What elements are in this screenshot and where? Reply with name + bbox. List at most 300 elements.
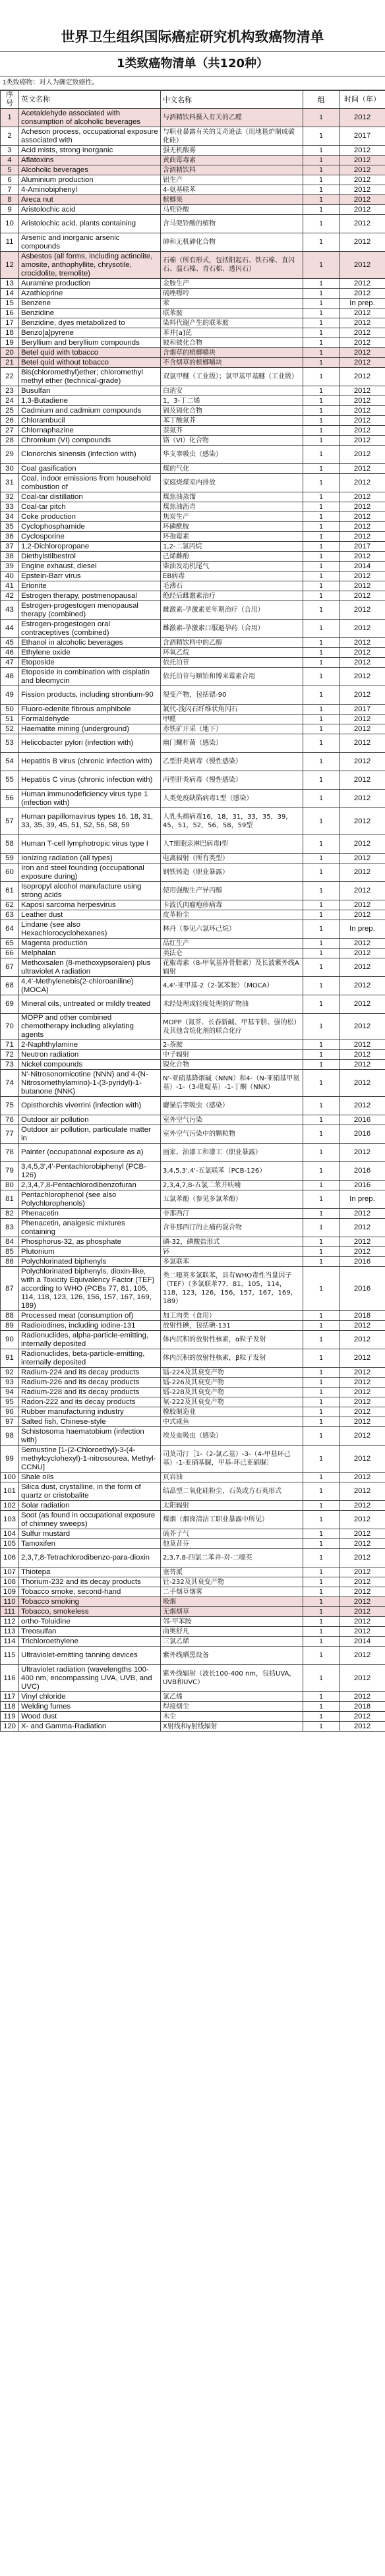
cell-chinese-name: 中子辐射 [161,1050,303,1060]
cell-chinese-name: 镭-228及其衰变产物 [161,1388,303,1397]
table-row [1,338,385,348]
cell-group: 1 [303,318,340,328]
cell-row-number: 36 [1,532,19,542]
cell-english-name: MOPP and other combined chemotherapy including alkylating agents [19,1014,161,1040]
cell-chinese-name: 画家、油漆工和漆工（职业暴露） [161,1144,303,1162]
table-row [1,1702,385,1712]
table-row [1,109,385,127]
cell-year: 2012 [340,1692,385,1702]
cell-chinese-name: N'-亚硝基降烟碱（NNN）和4-（N-亚硝基甲氨基）-1-（3-吡啶基）-1-丁酮（NNK） [161,1070,303,1097]
table-row [1,1388,385,1397]
cell-english-name: Diethylstilbestrol [19,552,161,562]
cell-group: 1 [303,1397,340,1407]
cell-english-name: 2,3,4,7,8-Pentachlorodibenzofuran [19,1181,161,1190]
cell-row-number: 26 [1,416,19,426]
cell-group: 1 [303,1014,340,1040]
cell-row-number: 111 [1,1607,19,1617]
cell-group: 1 [303,1417,340,1427]
cell-chinese-name: MOPP（氮芥、长春新碱、甲基苄肼、强的松）及其他含烷化剂的联合化疗 [161,1014,303,1040]
cell-chinese-name: 柴油发动机尾气 [161,562,303,571]
cell-year: 2012 [340,1529,385,1539]
cell-english-name: Fission products, including strontium-90 [19,686,161,705]
cell-group: 1 [303,648,340,658]
cell-row-number: 45 [1,638,19,648]
cell-row-number: 35 [1,522,19,532]
cell-row-number: 89 [1,1321,19,1331]
cell-group: 1 [303,156,340,165]
cell-group: 1 [303,1368,340,1378]
cell-group: 1 [303,1050,340,1060]
table-row [1,1257,385,1267]
cell-year: 2012 [340,977,385,995]
cell-year: 2012 [340,1501,385,1511]
table-row [1,1397,385,1407]
cell-english-name: Outdoor air pollution [19,1115,161,1125]
table-row [1,1407,385,1417]
cell-chinese-name: 煤的气化 [161,464,303,474]
cell-year: 2012 [340,854,385,864]
table-row [1,1115,385,1125]
table-row [1,502,385,512]
cell-chinese-name: 放射性碘，包括碘-131 [161,1321,303,1331]
cell-year: 2012 [340,835,385,854]
cell-chinese-name: 镍化合物 [161,1060,303,1070]
cell-year: 2016 [340,1115,385,1125]
table-row [1,205,385,215]
table-row [1,464,385,474]
cell-english-name: Coke production [19,512,161,522]
table-row [1,734,385,753]
cell-chinese-name: 4-氨基联苯 [161,185,303,195]
cell-group: 1 [303,1539,340,1549]
cell-chinese-name: 含酒精饮料中的乙醇 [161,638,303,648]
cell-english-name: Rubber manufacturing industry [19,1407,161,1417]
cell-year: 2012 [340,1331,385,1349]
table-row [1,542,385,552]
cell-row-number: 39 [1,562,19,571]
cell-english-name: Formaldehyde [19,715,161,724]
cell-chinese-name: 硫芥子气 [161,1529,303,1539]
cell-english-name: N'-Nitrosonornicotine (NNN) and 4-(N-Nitrosomethylamino)-1-(3-pyridyl)-1-butanone (NNK) [19,1070,161,1097]
cell-chinese-name: 绝经后雌激素治疗 [161,591,303,601]
cell-english-name: Polychlorinated biphenyls [19,1257,161,1267]
cell-english-name: Benzidine, dyes metabolized to [19,318,161,328]
cell-year: 2012 [340,1247,385,1257]
cell-chinese-name: 铝生产 [161,175,303,185]
table-row [1,1665,385,1692]
cell-english-name: Cadmium and cadmium compounds [19,406,161,416]
cell-row-number: 49 [1,686,19,705]
table-row [1,289,385,299]
cell-chinese-name: 中式咸鱼 [161,1417,303,1427]
cell-year: 2012 [340,308,385,318]
cell-english-name: Beryllium and beryllium compounds [19,338,161,348]
cell-english-name: Processed meat (consumption of) [19,1311,161,1321]
cell-english-name: Cyclosporine [19,532,161,542]
cell-row-number: 67 [1,958,19,977]
cell-group: 1 [303,638,340,648]
cell-row-number: 104 [1,1529,19,1539]
table-row [1,1577,385,1587]
cell-group: 1 [303,1070,340,1097]
cell-english-name: Human papillomavirus types 16, 18, 31, 33, 35, 39, 45, 51, 52, 56, 58, 59 [19,808,161,835]
cell-row-number: 29 [1,446,19,464]
cell-year: 2016 [340,1257,385,1267]
cell-chinese-name: 铬（VI）化合物 [161,436,303,446]
cell-english-name: Chlornaphazine [19,426,161,436]
cell-year: In prep. [340,1190,385,1209]
cell-group: 1 [303,581,340,591]
cell-chinese-name: 结晶型二氧化硅粉尘，石英或方石英形式 [161,1482,303,1501]
table-row [1,1125,385,1144]
cell-group: 1 [303,771,340,790]
table-row [1,368,385,386]
table-row [1,658,385,668]
cell-group: 1 [303,835,340,854]
cell-group: 1 [303,185,340,195]
cell-english-name: Engine exhaust, diesel [19,562,161,571]
table-row [1,522,385,532]
cell-english-name: Etoposide in combination with cisplatin and bleomycin [19,668,161,686]
cell-english-name: Hepatitis B virus (chronic infection with) [19,753,161,771]
cell-chinese-name: 氡-222及其衰变产物 [161,1397,303,1407]
cell-english-name: Nickel compounds [19,1060,161,1070]
cell-group: 1 [303,358,340,368]
cell-year: 2012 [340,668,385,686]
cell-english-name: 3,4,5,3',4'-Pentachlorobiphenyl (PCB-126) [19,1162,161,1181]
cell-group: 1 [303,1692,340,1702]
header-english-name: 英文名称 [19,91,161,109]
cell-english-name: Phenacetin [19,1209,161,1219]
cell-group: 1 [303,1311,340,1321]
cell-english-name: Radium-224 and its decay products [19,1368,161,1378]
cell-english-name: Pentachlorophenol (see also Polychlorophenols) [19,1190,161,1209]
cell-chinese-name: 3,4,5,3',4'-五氯联苯（PCB-126） [161,1162,303,1181]
cell-english-name: Aristolochic acid, plants containing [19,215,161,233]
cell-row-number: 95 [1,1397,19,1407]
cell-row-number: 31 [1,474,19,492]
cell-chinese-name: 太阳辐射 [161,1501,303,1511]
cell-chinese-name: 焊接烟尘 [161,1702,303,1712]
cell-group: 1 [303,368,340,386]
cell-english-name: Phosphorus-32, as phosphate [19,1237,161,1247]
cell-english-name: Semustine [1-(2-Chloroethyl)-3-(4-methylcyclohexyl)-1-nitrosourea, Methyl-CCNU] [19,1446,161,1473]
cell-chinese-name: 三氯乙烯 [161,1637,303,1647]
cell-year: 2012 [340,1144,385,1162]
cell-english-name: Acid mists, strong inorganic [19,146,161,156]
cell-group: 1 [303,715,340,724]
table-row [1,386,385,396]
cell-english-name: 1,3-Butadiene [19,396,161,406]
table-row [1,620,385,638]
cell-chinese-name: 钚 [161,1247,303,1257]
cell-group: 1 [303,446,340,464]
cell-chinese-name: 苯 [161,299,303,308]
table-row [1,1190,385,1209]
cell-english-name: Areca nut [19,195,161,205]
table-row [1,920,385,939]
cell-chinese-name: 煤焦油蒸馏 [161,492,303,502]
cell-group: 1 [303,436,340,446]
table-row [1,1014,385,1040]
cell-year: 2012 [340,1617,385,1627]
table-row [1,1482,385,1501]
cell-english-name: Schistosoma haematobium (infection with) [19,1427,161,1446]
cell-row-number: 34 [1,512,19,522]
table-row [1,977,385,995]
cell-group: 1 [303,1473,340,1482]
cell-row-number: 14 [1,289,19,299]
table-row [1,958,385,977]
cell-group: 1 [303,1247,340,1257]
cell-row-number: 46 [1,648,19,658]
cell-year: 2012 [340,215,385,233]
cell-row-number: 113 [1,1627,19,1637]
cell-chinese-name: 页岩油 [161,1473,303,1482]
cell-year: 2012 [340,396,385,406]
cell-chinese-name: 赤铁矿开采（地下） [161,724,303,734]
cell-chinese-name: 砷和无机砷化合物 [161,233,303,252]
table-row [1,1587,385,1597]
cell-group: 1 [303,1237,340,1247]
cell-year: 2012 [340,995,385,1014]
table-row [1,581,385,591]
cell-group: 1 [303,910,340,920]
cell-chinese-name: 己烯雌酚 [161,552,303,562]
cell-chinese-name: 氯乙烯 [161,1692,303,1702]
cell-row-number: 27 [1,426,19,436]
cell-row-number: 60 [1,864,19,882]
table-row [1,512,385,522]
cell-row-number: 13 [1,279,19,289]
table-body [1,109,385,1732]
cell-chinese-name: 体内沉积的放射性核素，β粒子发射 [161,1349,303,1368]
cell-chinese-name: 无烟烟草 [161,1607,303,1617]
cell-chinese-name: 2,3,7,8-四氯二苯并-对-二噁英 [161,1549,303,1567]
table-row [1,1473,385,1482]
cell-chinese-name: 乙型肝炎病毒（慢性感染） [161,753,303,771]
cell-chinese-name: 麝猫后睾吸虫（感染） [161,1097,303,1115]
cell-chinese-name: 镭-224及其衰变产物 [161,1368,303,1378]
cell-year: In prep. [340,299,385,308]
cell-group: 1 [303,386,340,396]
cell-row-number: 62 [1,900,19,910]
table-row [1,591,385,601]
cell-english-name: Salted fish, Chinese-style [19,1417,161,1427]
cell-row-number: 69 [1,995,19,1014]
cell-group: 1 [303,900,340,910]
cell-row-number: 15 [1,299,19,308]
cell-chinese-name: 苯丁酸氮芥 [161,416,303,426]
cell-year: 2017 [340,542,385,552]
cell-english-name: Magenta production [19,939,161,949]
cell-year: 2012 [340,882,385,900]
cell-group: 1 [303,1267,340,1311]
cell-chinese-name: 紫外线辐射（波长100-400 nm，包括UVA，UVB和UVC） [161,1665,303,1692]
cell-group: 1 [303,1162,340,1181]
cell-year: 2012 [340,1587,385,1597]
cell-chinese-name: 紫外线晒黑设备 [161,1647,303,1665]
cell-row-number: 80 [1,1181,19,1190]
cell-row-number: 71 [1,1040,19,1050]
cell-year: 2012 [340,1607,385,1617]
table-row [1,1040,385,1050]
table-row [1,1097,385,1115]
cell-chinese-name: 非那西汀 [161,1209,303,1219]
cell-group: 1 [303,790,340,808]
cell-group: 1 [303,724,340,734]
cell-row-number: 94 [1,1388,19,1397]
cell-chinese-name: 司莫司汀［1-（2-氯乙基）-3-（4-甲基环己基）-1-亚硝基脲，甲基-环己亚硝脲］ [161,1446,303,1473]
table-row [1,1501,385,1511]
table-row [1,1446,385,1473]
cell-chinese-name: 镭-226及其衰变产物 [161,1378,303,1388]
cell-year: 2012 [340,734,385,753]
cell-chinese-name: 吸烟 [161,1597,303,1607]
cell-english-name: Chlorambucil [19,416,161,426]
table-row [1,1378,385,1388]
cell-row-number: 86 [1,1257,19,1267]
header-year: 时间（年） [340,91,385,109]
cell-english-name: Betel quid without tobacco [19,358,161,368]
cell-english-name: Benzidine [19,308,161,318]
cell-group: 1 [303,299,340,308]
cell-english-name: Soot (as found in occupational exposure of chimney sweeps) [19,1511,161,1529]
cell-english-name: Estrogen therapy, postmenopausal [19,591,161,601]
cell-year: 2012 [340,1427,385,1446]
cell-row-number: 10 [1,215,19,233]
table-row [1,252,385,279]
cell-english-name: Helicobacter pylori (infection with) [19,734,161,753]
cell-row-number: 99 [1,1446,19,1473]
cell-chinese-name: 人乳头瘤病毒16，18，31，33，35，39，45，51，52，56，58，59型 [161,808,303,835]
cell-year: 2012 [340,724,385,734]
table-row [1,426,385,436]
cell-chinese-name: 体内沉积的放射性核素，α粒子发射 [161,1331,303,1349]
table-row [1,1549,385,1567]
cell-chinese-name: 焦炭生产 [161,512,303,522]
cell-group: 1 [303,1209,340,1219]
cell-chinese-name: 室外空气污染 [161,1115,303,1125]
cell-english-name: Tobacco smoking [19,1597,161,1607]
cell-chinese-name: 苯并[a]芘 [161,328,303,338]
cell-chinese-name: 电离辐射（所有类型） [161,854,303,864]
cell-chinese-name: 类二噁英多氯联苯，具有WHO毒性当量因子（TEF）（多氯联苯77，81，105，114，118，123，126，156，157，167，169，189） [161,1267,303,1311]
cell-year: 2012 [340,512,385,522]
cell-english-name: Kaposi sarcoma herpesvirus [19,900,161,910]
cell-english-name: ortho-Toluidine [19,1617,161,1627]
table-row [1,1712,385,1722]
cell-group: 1 [303,939,340,949]
cell-year: 2012 [340,165,385,175]
table-row [1,1331,385,1349]
table-row [1,668,385,686]
cell-row-number: 48 [1,668,19,686]
cell-group: 1 [303,1587,340,1597]
cell-chinese-name: 与职业暴露有关的艾奇逊法（用地毯炉制成碳化硅） [161,127,303,146]
header-chinese-name: 中文名称 [161,91,303,109]
cell-row-number: 98 [1,1427,19,1446]
cell-group: 1 [303,492,340,502]
cell-row-number: 20 [1,348,19,358]
cell-english-name: Bis(chloromethyl)ether; chloromethyl methyl ether (technical-grade) [19,368,161,386]
cell-english-name: Asbestos (all forms, including actinolite, amosite, anthophyllite, chrysotile, crocidolite, tremolite) [19,252,161,279]
cell-group: 1 [303,1321,340,1331]
table-row [1,910,385,920]
cell-group: 1 [303,1702,340,1712]
cell-row-number: 118 [1,1702,19,1712]
cell-year: 2012 [340,686,385,705]
cell-row-number: 52 [1,724,19,734]
cell-chinese-name: X射线和γ射线辐射 [161,1722,303,1732]
cell-year: 2012 [340,581,385,591]
cell-row-number: 21 [1,358,19,368]
cell-row-number: 72 [1,1050,19,1060]
table-row [1,127,385,146]
cell-group: 1 [303,1637,340,1647]
cell-chinese-name: 室外空气污染中的颗粒物 [161,1125,303,1144]
cell-group: 1 [303,1482,340,1501]
cell-group: 1 [303,348,340,358]
cell-english-name: Erionite [19,581,161,591]
cell-row-number: 119 [1,1712,19,1722]
table-row [1,446,385,464]
cell-group: 1 [303,474,340,492]
cell-year: 2012 [340,185,385,195]
cell-chinese-name: 染料代谢产生的联苯胺 [161,318,303,328]
cell-group: 1 [303,1407,340,1417]
cell-english-name: Etoposide [19,658,161,668]
cell-year: 2012 [340,368,385,386]
cell-english-name: Painter (occupational exposure as a) [19,1144,161,1162]
table-row [1,1181,385,1190]
cell-group: 1 [303,464,340,474]
cell-english-name: Betel quid with tobacco [19,348,161,358]
cell-year: 2012 [340,492,385,502]
cell-group: 1 [303,1617,340,1627]
cell-year: 2012 [340,753,385,771]
cell-year: 2012 [340,1417,385,1427]
cell-group: 1 [303,571,340,581]
cell-row-number: 42 [1,591,19,601]
table-row [1,1722,385,1732]
table-row [1,416,385,426]
cell-row-number: 55 [1,771,19,790]
cell-english-name: Aristolochic acid [19,205,161,215]
cell-chinese-name: 花椒毒素（8-甲氧基补骨脂素）及长波紫外线A辐射 [161,958,303,977]
cell-group: 1 [303,958,340,977]
table-row [1,406,385,416]
cell-chinese-name: 华支睾吸虫（感染） [161,446,303,464]
cell-year: 2012 [340,474,385,492]
cell-english-name: Chromium (VI) compounds [19,436,161,446]
table-row [1,358,385,368]
page-subtitle: 1类致癌物清单（共120种） [0,51,385,76]
cell-group: 1 [303,1125,340,1144]
cell-english-name: Tobacco smoke, second-hand [19,1587,161,1597]
cell-year: 2012 [340,715,385,724]
table-row [1,436,385,446]
cell-group: 1 [303,1219,340,1237]
cell-group: 1 [303,920,340,939]
table-row [1,1427,385,1446]
cell-english-name: Polychlorinated biphenyls, dioxin-like, with a Toxicity Equivalency Factor (TEF) according to WHO (PCBs 77, 81, 105, 114, 118, 123, 126, 156, 157, 167, 169, 189) [19,1267,161,1311]
cell-row-number: 102 [1,1501,19,1511]
cell-year: 2012 [340,436,385,446]
table-row [1,195,385,205]
table-row [1,1144,385,1162]
cell-english-name: X- and Gamma-Radiation [19,1722,161,1732]
